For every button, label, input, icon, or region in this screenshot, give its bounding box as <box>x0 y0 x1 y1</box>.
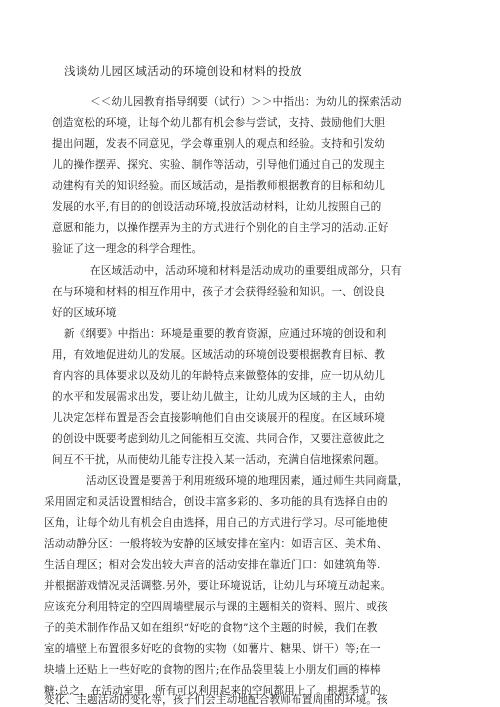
document-title: 浅谈幼儿园区域活动的环境创设和材料的投放 <box>64 64 302 78</box>
text-line: 生活自理区；相对会发出较大声音的活动安排在靠近门口：如建筑角等. <box>44 559 381 571</box>
text-line: 的创设中既要考虑到幼儿之间能相互交流、共同合作，又要注意彼此之 <box>52 433 386 445</box>
text-line: 的水平和发展需求出发，要让幼儿做主，让幼儿成为区域的主人，由幼 <box>52 391 386 403</box>
text-line: 创造宽松的环境，让每个幼儿都有机会参与尝试，支持、鼓励他们大胆 <box>52 117 386 129</box>
text-line: 发展的水平,有目的的创设活动环境,投放活动材料，让幼儿按照自己的 <box>52 201 382 213</box>
text-line: 活动动静分区：一般将较为安静的区域安排在室内：如语言区、美术角、 <box>44 538 388 550</box>
text-line: ＜＜幼儿园教育指导纲要（试行）＞＞中指出：为幼儿的探索活动 <box>90 96 402 108</box>
text-line: 好的区域环境 <box>52 307 117 319</box>
text-line: 儿的操作摆弄、探究、实验、制作等活动，引导他们通过自己的发现主 <box>52 159 386 171</box>
text-line: 儿决定怎样布置是否会直接影响他们自由交谈展开的程度。在区域环境 <box>52 412 386 424</box>
text-line: 提出问题，发表不同意见，学会尊重别人的观点和经验。支持和引发幼 <box>52 138 386 150</box>
text-line: 动建构有关的知识经验。而区域活动，是指教师根据教育的目标和幼儿 <box>52 180 386 192</box>
text-line: 并根据游戏情况灵活调整.另外，要让环境说话，让幼儿与环境互动起来。 <box>44 580 392 592</box>
text-line: 新《纲要》中指出：环境是重要的教育资源，应通过环境的创设和利 <box>64 328 387 340</box>
text-line: 应该充分利用特定的空四周墙壁展示与课的主题相关的资料、照片、或孩 <box>44 601 388 613</box>
text-line: 变化、主题活动的变化等，孩子们会主动地配合教师布置周围的环境。孩 <box>44 694 388 706</box>
text-line: 室的墙壁上布置很多好吃的食物的实物（如薯片、糖果、饼干）等;在一 <box>44 643 381 655</box>
text-line: 意愿和能力，以操作摆弄为主的方式进行个别化的自主学习的活动.正好 <box>52 222 389 234</box>
text-line: 用，有效地促进幼儿的发展。区域活动的环境创设要根据教育目标、教 <box>52 349 386 361</box>
text-line: 采用固定和灵活设置相结合，创设丰富多彩的、多功能的具有选择自由的 <box>44 496 388 508</box>
text-line: 块墙上还贴上一些好吃的食物的图片;在作品袋里装上小朋友们画的棒棒 <box>44 664 381 676</box>
text-line: 糖;总之，在活动室里，所有可以利用起来的空间都用上了。根据季节的 <box>44 685 381 697</box>
text-line: 验证了这一理念的科学合理性。 <box>52 243 203 255</box>
text-line: 活动区设置是要善于利用班级环境的地理因素，通过师生共同商量， <box>86 475 409 487</box>
text-line: 在与环境和材料的相互作用中，孩子才会获得经验和知识。一、创设良 <box>52 286 386 298</box>
text-line: 区角，让每个幼儿有机会自由选择，用自己的方式进行学习。尽可能地使 <box>44 517 388 529</box>
text-line: 育内容的具体要求以及幼儿的年龄特点来做整体的安排，应一切从幼儿 <box>52 370 386 382</box>
text-line: 间互不干扰，从而使幼儿能专注投入某一活动，充满自信地探索问题。 <box>52 454 386 466</box>
text-line: 子的美术制作作品又如在组织“好吃的食物”这个主题的时候，我们在教 <box>44 622 378 634</box>
text-line: 在区域活动中，活动环境和材料是活动成功的重要组成部分，只有 <box>90 265 402 277</box>
